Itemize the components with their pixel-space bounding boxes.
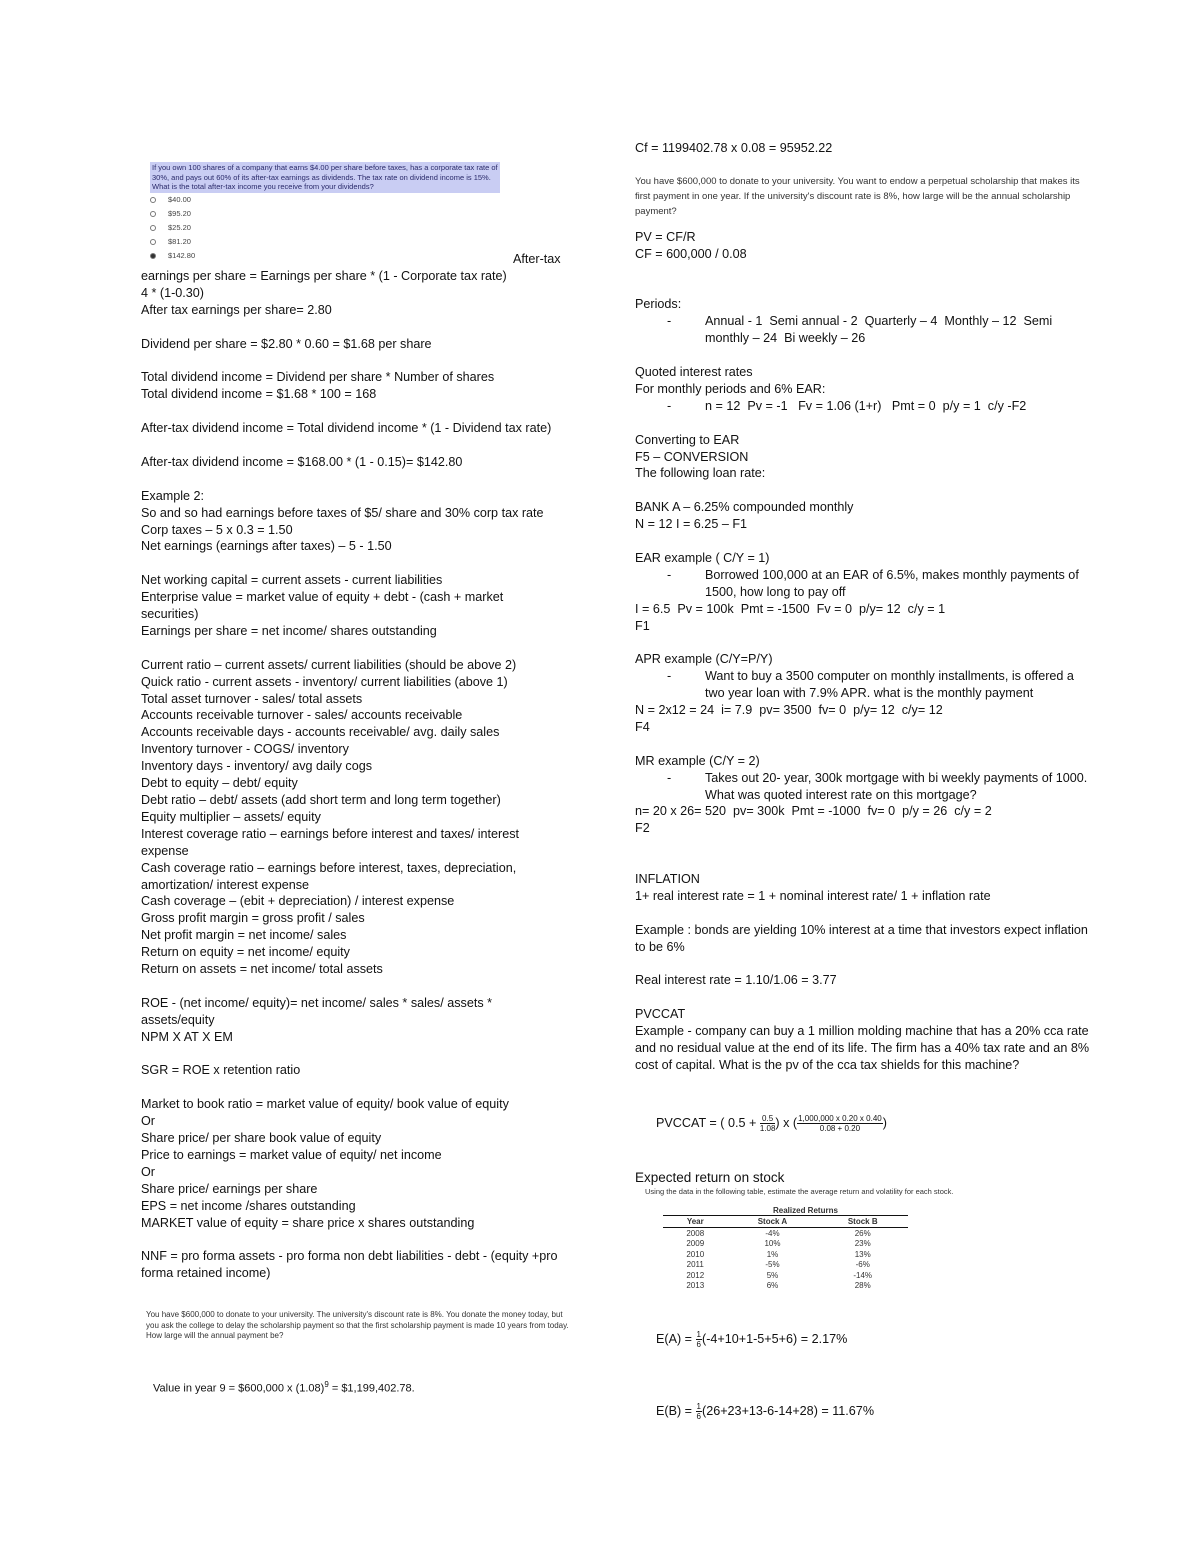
text-line: Or bbox=[141, 1114, 155, 1129]
apr-f: F4 bbox=[635, 719, 650, 734]
ea-den: 6 bbox=[696, 1339, 701, 1349]
frac2-den: 0.08 + 0.20 bbox=[819, 1124, 861, 1134]
table-cell: 26% bbox=[854, 1228, 871, 1238]
text-line: ROE - (net income/ equity)= net income/ sales * sales/ assets * bbox=[141, 995, 493, 1010]
blank-line bbox=[141, 353, 566, 370]
blank-line bbox=[141, 978, 566, 995]
real-interest-line: Real interest rate = 1.10/1.06 = 3.77 bbox=[635, 973, 837, 988]
periods-item: - Annual - 1 Semi annual - 2 Quarterly – 4 Monthly – 12 Semi monthly – 24 Bi weekly – 26 bbox=[667, 314, 1056, 346]
quiz-option-label: $25.20 bbox=[168, 222, 191, 232]
table-cell: 2010 bbox=[686, 1249, 705, 1259]
table-row bbox=[663, 1259, 908, 1270]
pvccat-formula-a: PVCCAT = ( 0.5 + bbox=[656, 1115, 760, 1130]
blank-line bbox=[141, 1079, 566, 1096]
text-line: 4 * (1-0.30) bbox=[141, 285, 204, 300]
eb-den: 6 bbox=[696, 1411, 701, 1421]
ea-rest: (-4+10+1-5+5+6) = 2.17% bbox=[702, 1331, 848, 1346]
text-line: Interest coverage ratio – earnings before interest and taxes/ interest bbox=[141, 826, 520, 841]
quiz-options bbox=[150, 193, 500, 263]
text-line: Current ratio – current assets/ current liabilities (should be above 2) bbox=[141, 657, 517, 672]
text-line: Inventory days - inventory/ avg daily cogs bbox=[141, 759, 372, 774]
text-line: Corp taxes – 5 x 0.3 = 1.50 bbox=[141, 522, 293, 537]
text-line: Dividend per share = $2.80 * 0.60 = $1.68 per share bbox=[141, 336, 432, 351]
mr-item-text: Takes out 20- year, 300k mortgage with bi weekly payments of 1000. What was quoted interest rate on this mortgage? bbox=[705, 770, 1091, 802]
text-line: Total dividend income = Dividend per share * Number of shares bbox=[141, 370, 495, 385]
text-line: Debt to equity – debt/ equity bbox=[141, 776, 298, 791]
eb-formula bbox=[635, 1375, 1095, 1447]
ear-heading: EAR example ( C/Y = 1) bbox=[635, 550, 770, 565]
radio-button[interactable] bbox=[150, 211, 156, 217]
table-cell: 2009 bbox=[686, 1239, 705, 1249]
quiz-option[interactable] bbox=[150, 193, 500, 207]
text-line: Return on equity = net income/ equity bbox=[141, 945, 350, 960]
text-line: Quick ratio - current assets - inventory/ current liabilities (above 1) bbox=[141, 674, 508, 689]
blank-line bbox=[141, 403, 566, 420]
apr-line: N = 2x12 = 24 i= 7.9 pv= 3500 fv= 0 p/y= 12 c/y= 12 bbox=[635, 703, 943, 718]
frac2-num: 1,000,000 x 0.20 x 0.40 bbox=[798, 1114, 882, 1124]
blank-line bbox=[141, 555, 566, 572]
quiz-option-label: $142.80 bbox=[168, 250, 196, 260]
text-line: MARKET value of equity = share price x shares outstanding bbox=[141, 1215, 475, 1230]
frac1-den: 1.08 bbox=[759, 1124, 776, 1134]
inflation-line: 1+ real interest rate = 1 + nominal interest rate/ 1 + inflation rate bbox=[635, 888, 991, 903]
text-line: Market to book ratio = market value of equity/ book value of equity bbox=[141, 1097, 509, 1112]
text-line: Accounts receivable days - accounts receivable/ avg. daily sales bbox=[141, 725, 500, 740]
pvccat-frac2 bbox=[797, 1114, 883, 1133]
text-line: Total dividend income = $1.68 * 100 = 168 bbox=[141, 387, 377, 402]
right-column bbox=[635, 140, 1095, 1447]
text-line: Cash coverage – (ebit + depreciation) / interest expense bbox=[141, 894, 455, 909]
mr-item: - Takes out 20- year, 300k mortgage with bi weekly payments of 1000. What was quoted interest rate on this mortgage? bbox=[667, 770, 1091, 802]
quoted-heading: Quoted interest rates bbox=[635, 365, 753, 379]
text-line: EPS = net income /shares outstanding bbox=[141, 1198, 356, 1213]
pvccat-formula-c: ) bbox=[882, 1115, 887, 1130]
pvccat-formula-b: ) x ( bbox=[775, 1115, 798, 1130]
table-header: Stock B bbox=[817, 1216, 908, 1228]
text-line: Enterprise value = market value of equity + debt - (cash + market bbox=[141, 590, 504, 605]
ear-f: F1 bbox=[635, 618, 650, 633]
value-exponent: 9 bbox=[324, 1380, 329, 1389]
table-cell: 2011 bbox=[686, 1260, 704, 1270]
text-line: Return on assets = net income/ total assets bbox=[141, 962, 383, 977]
text-line: After-tax dividend income = $168.00 * (1 - 0.15)= $142.80 bbox=[141, 454, 463, 469]
table-cell: 28% bbox=[854, 1281, 871, 1291]
periods-heading: Periods: bbox=[635, 297, 682, 312]
value-result: = $1,199,402.78. bbox=[328, 1382, 415, 1395]
quiz-option-label: $81.20 bbox=[168, 236, 191, 246]
text-line: securities) bbox=[141, 607, 199, 622]
text-line: Share price/ earnings per share bbox=[141, 1181, 318, 1196]
apr-heading: APR example (C/Y=P/Y) bbox=[635, 652, 773, 667]
quoted-line: For monthly periods and 6% EAR: bbox=[635, 381, 826, 396]
value-line-text: Value in year 9 = $600,000 x (1.08) bbox=[153, 1382, 325, 1395]
table-cell: -5% bbox=[765, 1260, 780, 1270]
eb-num: 1 bbox=[696, 1401, 701, 1411]
conversion-f5: F5 – CONVERSION bbox=[635, 449, 749, 464]
ear-line: I = 6.5 Pv = 100k Pmt = -1500 Fv = 0 p/y= 12 c/y = 1 bbox=[635, 601, 946, 616]
ear-item: - Borrowed 100,000 at an EAR of 6.5%, makes monthly payments of 1500, how long to pay off bbox=[667, 567, 1083, 599]
text-line: Earnings per share = net income/ shares outstanding bbox=[141, 623, 437, 638]
table-cell: -14% bbox=[853, 1270, 873, 1280]
text-line: earnings per share = Earnings per share * (1 - Corporate tax rate) bbox=[141, 269, 507, 283]
text-line: Net profit margin = net income/ sales bbox=[141, 928, 347, 943]
text-line: assets/equity bbox=[141, 1012, 215, 1027]
apr-item: - Want to buy a 3500 computer on monthly installments, is offered a two year loan with 7.9% APR. what is the monthly payment bbox=[667, 669, 1078, 701]
perpetuity-problem: You have $600,000 to donate to your university. You want to endow a perpetual scholarship that makes its first payment in one year. If the university's discount rate is 8%, how large will be the annual scholarship payment? bbox=[635, 175, 1080, 217]
inflation-heading: INFLATION bbox=[635, 872, 700, 887]
text-line: Example 2: bbox=[141, 488, 204, 503]
table-cell: 5% bbox=[766, 1270, 779, 1280]
text-line: Or bbox=[141, 1164, 155, 1179]
cf2-line: CF = 600,000 / 0.08 bbox=[635, 246, 747, 261]
quiz-option[interactable] bbox=[150, 235, 500, 249]
quiz-option-label: $95.20 bbox=[168, 208, 191, 218]
pvccat-frac1 bbox=[760, 1114, 776, 1133]
inflation-example: Example : bonds are yielding 10% interest at a time that investors expect inflation to be 6% bbox=[635, 922, 1092, 954]
blank-line bbox=[141, 640, 566, 657]
table-title: Realized Returns bbox=[663, 1205, 908, 1216]
table-cell: -6% bbox=[855, 1260, 870, 1270]
text-line: After-tax dividend income = Total dividend income * (1 - Dividend tax rate) bbox=[141, 421, 552, 436]
table-body bbox=[663, 1227, 908, 1291]
bank-n-line: N = 12 I = 6.25 – F1 bbox=[635, 517, 748, 532]
left-column bbox=[141, 268, 566, 1282]
conversion-heading: Converting to EAR bbox=[635, 432, 740, 447]
text-line: After tax earnings per share= 2.80 bbox=[141, 302, 332, 317]
ea-formula bbox=[635, 1303, 1095, 1375]
blank-line bbox=[141, 1232, 566, 1249]
radio-button[interactable] bbox=[150, 197, 156, 203]
text-line: NNF = pro forma assets - pro forma non debt liabilities - debt - (equity +pro bbox=[141, 1249, 558, 1264]
ear-item-text: Borrowed 100,000 at an EAR of 6.5%, makes monthly payments of 1500, how long to pay off bbox=[705, 567, 1083, 599]
ea-num: 1 bbox=[696, 1329, 701, 1339]
bank-line: BANK A – 6.25% compounded monthly bbox=[635, 500, 854, 515]
text-line: Price to earnings = market value of equity/ net income bbox=[141, 1147, 442, 1162]
quiz-question: If you own 100 shares of a company that earns $4.00 per share before taxes, has a corporate tax rate of 30%, and pays out 60% of its after-tax earnings as dividends. The tax rate on dividend income is 15%. What is the total after-tax income you receive from your dividends? bbox=[150, 162, 500, 193]
blank-line bbox=[141, 437, 566, 454]
pvccat-heading: PVCCAT bbox=[635, 1007, 686, 1022]
table-cell: 10% bbox=[764, 1239, 781, 1249]
radio-button[interactable] bbox=[150, 239, 156, 245]
text-line: Inventory turnover - COGS/ inventory bbox=[141, 742, 349, 757]
table-cell: 1% bbox=[766, 1249, 779, 1259]
conversion-loan: The following loan rate: bbox=[635, 466, 766, 481]
quoted-item-text: n = 12 Pv = -1 Fv = 1.06 (1+r) Pmt = 0 p/y = 1 c/y -F2 bbox=[705, 398, 1027, 413]
periods-list: Annual - 1 Semi annual - 2 Quarterly – 4 Monthly – 12 Semi monthly – 24 Bi weekly – 26 bbox=[705, 314, 1056, 346]
table-row bbox=[663, 1270, 908, 1281]
table-cell: 13% bbox=[854, 1249, 871, 1259]
table-header: Stock A bbox=[728, 1216, 818, 1228]
table-cell: 2008 bbox=[686, 1228, 705, 1238]
text-line: Total asset turnover - sales/ total assets bbox=[141, 691, 363, 706]
table-row bbox=[663, 1249, 908, 1260]
apr-item-text: Want to buy a 3500 computer on monthly installments, is offered a two year loan with 7.9% APR. what is the monthly payment bbox=[705, 669, 1078, 701]
text-line: So and so had earnings before taxes of $5/ share and 30% corp tax rate bbox=[141, 505, 544, 520]
quiz-option-label: $40.00 bbox=[168, 194, 191, 204]
after-tax-heading: After-tax bbox=[513, 252, 561, 266]
quoted-item: - n = 12 Pv = -1 Fv = 1.06 (1+r) Pmt = 0 p/y = 1 c/y -F2 bbox=[667, 398, 1027, 413]
table-cell: 2013 bbox=[686, 1281, 705, 1291]
mr-f: F2 bbox=[635, 821, 650, 836]
text-line: forma retained income) bbox=[141, 1266, 271, 1281]
blank-line bbox=[141, 1046, 566, 1063]
table-row bbox=[663, 1280, 908, 1291]
radio-button[interactable] bbox=[150, 225, 156, 231]
donate-problem: You have $600,000 to donate to your university. The university's discount rate is 8%. You donate the money today, but you ask the college to delay the scholarship payment so that the first scholarship payment is made 10 years from today. How large will the annual payment be? bbox=[146, 1310, 569, 1340]
table-row bbox=[663, 1238, 908, 1249]
expected-return-instructions: Using the data in the following table, estimate the average return and volatility for each stock. bbox=[645, 1186, 954, 1196]
text-line: Net earnings (earnings after taxes) – 5 - 1.50 bbox=[141, 539, 392, 554]
text-line: SGR = ROE x retention ratio bbox=[141, 1063, 301, 1078]
quiz-screenshot bbox=[150, 162, 500, 263]
frac1-num: 0.5 bbox=[760, 1114, 776, 1124]
text-line: NPM X AT X EM bbox=[141, 1029, 233, 1044]
text-line: amortization/ interest expense bbox=[141, 877, 310, 892]
pv-line: PV = CF/R bbox=[635, 229, 696, 244]
quiz-option[interactable] bbox=[150, 207, 500, 221]
eb-rest: (26+23+13-6-14+28) = 11.67% bbox=[702, 1403, 875, 1418]
mr-heading: MR example (C/Y = 2) bbox=[635, 753, 760, 768]
mr-line: n= 20 x 26= 520 pv= 300k Pmt = -1000 fv= 0 p/y = 26 c/y = 2 bbox=[635, 804, 992, 819]
radio-button[interactable] bbox=[150, 253, 156, 259]
expected-return-heading: Expected return on stock bbox=[635, 1169, 785, 1185]
text-line: Gross profit margin = gross profit / sales bbox=[141, 911, 365, 926]
pvccat-example: Example - company can buy a 1 million molding machine that has a 20% cca rate and no residual value at the end of its life. The firm has a 40% tax rate and an 8% cost of capital. What is the pv of the cca tax shields for this machine? bbox=[635, 1024, 1093, 1072]
ea-prefix: E(A) = bbox=[656, 1331, 696, 1346]
table-header-row bbox=[663, 1216, 908, 1228]
table-header: Year bbox=[663, 1216, 728, 1228]
table-cell: 6% bbox=[766, 1281, 779, 1291]
quiz-option[interactable] bbox=[150, 221, 500, 235]
text-line: Accounts receivable turnover - sales/ accounts receivable bbox=[141, 708, 463, 723]
text-line: Share price/ per share book value of equity bbox=[141, 1131, 382, 1146]
quiz-option[interactable] bbox=[150, 249, 500, 263]
text-line: Net working capital = current assets - current liabilities bbox=[141, 573, 443, 588]
table-cell: -4% bbox=[765, 1228, 780, 1238]
realized-returns-table bbox=[663, 1205, 908, 1291]
table-row bbox=[663, 1227, 908, 1238]
table-cell: 23% bbox=[854, 1239, 871, 1249]
table-cell: 2012 bbox=[686, 1270, 705, 1280]
text-line: Debt ratio – debt/ assets (add short term and long term together) bbox=[141, 792, 501, 807]
text-line: Equity multiplier – assets/ equity bbox=[141, 809, 321, 824]
pvccat-formula bbox=[635, 1084, 1095, 1162]
value-in-year-line bbox=[153, 1380, 415, 1395]
eb-prefix: E(B) = bbox=[656, 1403, 696, 1418]
text-line: expense bbox=[141, 843, 189, 858]
cf-line: Cf = 1199402.78 x 0.08 = 95952.22 bbox=[635, 141, 833, 155]
blank-line bbox=[141, 471, 566, 488]
blank-line bbox=[141, 319, 566, 336]
text-line: Cash coverage ratio – earnings before interest, taxes, depreciation, bbox=[141, 860, 517, 875]
